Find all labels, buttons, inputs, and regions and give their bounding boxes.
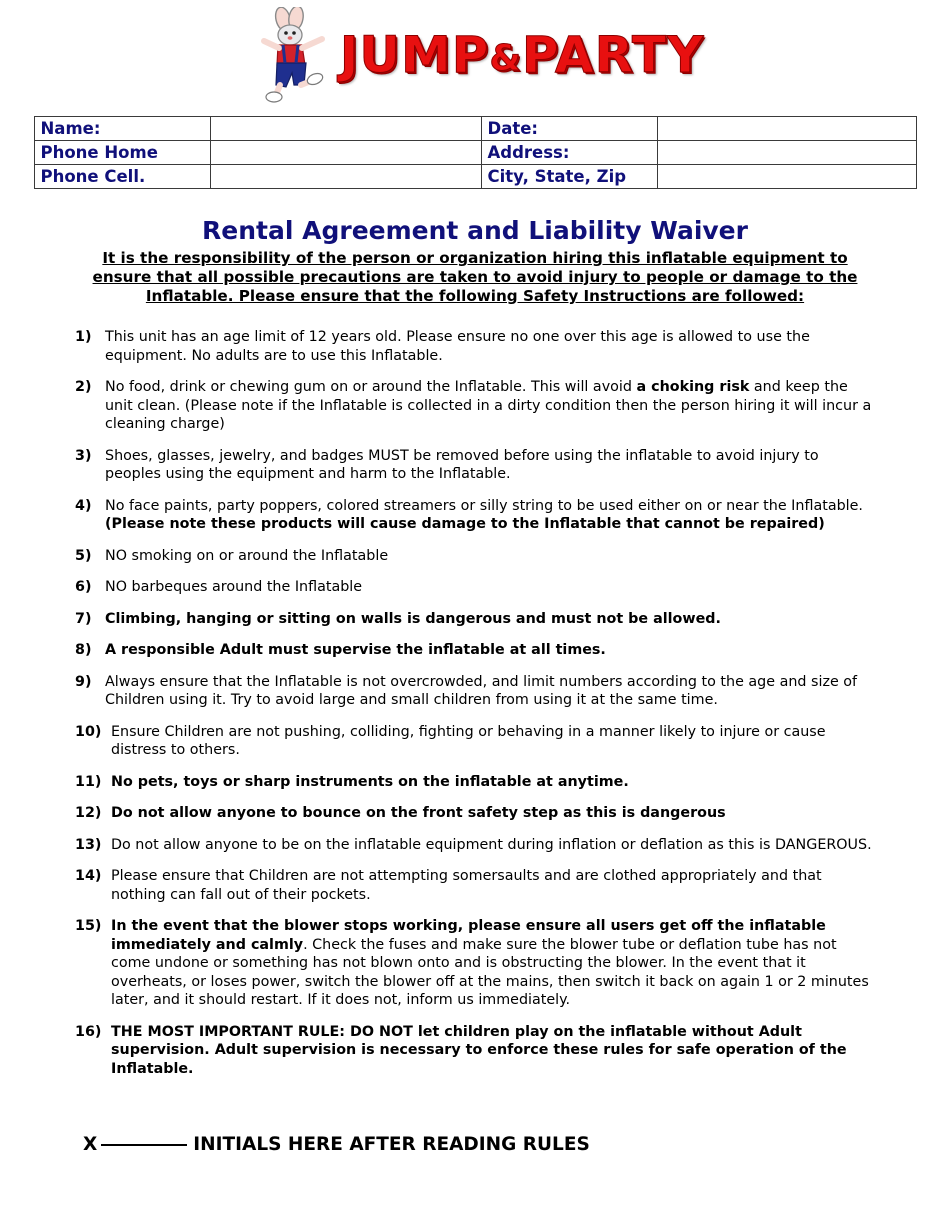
rule-number: 6) (75, 579, 92, 595)
label-phone-cell: Phone Cell. (34, 165, 210, 189)
brand-word-party: PARTY (521, 26, 705, 84)
rule-item-12 (75, 804, 875, 823)
rule-text-segment: NO smoking on or around the Inflatable (105, 547, 389, 564)
rule-text-segment: (Please note these products will cause damage to the Inflatable that cannot be repaired) (105, 516, 825, 532)
rule-item-9 (75, 673, 875, 710)
rule-text-segment: No food, drink or chewing gum on or around the Inflatable. This will avoid (105, 379, 637, 395)
rule-text-segment: This unit has an age limit of 12 years old. Please ensure no one over this age is allowed to use the equipment. No adults are to use this Inflatable. (105, 329, 810, 364)
rule-item-5 (75, 547, 875, 566)
rule-item-4 (75, 497, 875, 534)
rule-number: 8) (75, 642, 92, 658)
table-row (34, 141, 916, 165)
rule-text-segment: Do not allow anyone to bounce on the front safety step as this is dangerous (111, 805, 726, 821)
rule-number: 3) (75, 447, 92, 464)
rule-item-8 (75, 641, 875, 660)
rule-number: 5) (75, 547, 92, 564)
label-name: Name: (34, 117, 210, 141)
brand-wordmark (339, 26, 705, 84)
field-city-state-zip[interactable] (657, 165, 916, 189)
field-date[interactable] (657, 117, 916, 141)
rule-number: 7) (75, 610, 92, 627)
table-row (34, 165, 916, 189)
rule-number: 15) (75, 918, 102, 934)
rule-text-segment: Climbing, hanging or sitting on walls is dangerous and must not be allowed. (105, 610, 721, 627)
rule-item-3 (75, 447, 875, 484)
brand-ampersand: & (489, 38, 522, 79)
field-name[interactable] (210, 117, 481, 141)
rule-text-segment: Please ensure that Children are not attempting somersaults and are clothed appropriately and that nothing can fall out of their pockets. (111, 868, 822, 903)
company-logo (256, 7, 704, 103)
label-phone-home: Phone Home (34, 141, 210, 165)
subtitle-line-2: ensure that all possible precautions are taken to avoid injury to people or damage to the (92, 268, 858, 286)
rule-text-segment: and keep the unit clean. (Please note if the Inflatable is collected in a dirty condition then the person hiring it will incur a cleaning charge) (105, 379, 872, 432)
jumping-rabbit-mascot-icon (256, 7, 334, 103)
customer-info-table (34, 116, 917, 189)
rule-item-13 (75, 836, 875, 855)
rule-text-segment: In the event that the blower stops working, please ensure all users get off the inflatable immediately and calmly (111, 918, 826, 953)
rule-item-15 (75, 917, 875, 1010)
subtitle-line-3: Inflatable. Please ensure that the following Safety Instructions are followed: (145, 287, 805, 305)
rule-number: 9) (75, 673, 92, 690)
rule-item-2 (75, 378, 875, 434)
initials-signature-line (83, 1134, 590, 1155)
document-header (0, 0, 950, 110)
rule-item-1 (75, 328, 875, 365)
rule-text-segment: Do not allow anyone to be on the inflatable equipment during inflation or deflation as this is DANGEROUS. (111, 836, 872, 853)
rule-number: 12) (75, 805, 102, 821)
rule-text-segment: NO barbeques around the Inflatable (105, 579, 363, 595)
rule-item-6 (75, 578, 875, 597)
signature-x-mark: X (83, 1134, 98, 1155)
label-address: Address: (481, 141, 657, 165)
rule-text-segment: Ensure Children are not pushing, colliding, fighting or behaving in a manner likely to injure or cause distress to others. (111, 723, 826, 758)
rule-text-segment: . Check the fuses and make sure the blower tube or deflation tube has not come undone or something has not blown onto and is obstructing the blower. In the event that it overheats, or loses power, switch the blower off at the mains, then switch it back on again 1 or 2 minutes later, and it should restart. If it does not, inform us immediately. (111, 936, 869, 1008)
document-subtitle (75, 249, 875, 306)
rule-item-10 (75, 723, 875, 760)
safety-rules-list (75, 328, 875, 1078)
brand-word-jump: JUMP (339, 26, 490, 84)
rule-number: 16) (75, 1023, 102, 1040)
rule-item-14 (75, 867, 875, 904)
rule-text-segment: No face paints, party poppers, colored streamers or silly string to be used either on or near the Inflatable. (105, 497, 863, 514)
rule-number: 11) (75, 773, 102, 790)
rule-text-segment: Shoes, glasses, jewelry, and badges MUST be removed before using the inflatable to avoid injury to peoples using the equipment and harm to the Inflatable. (105, 447, 819, 482)
rule-number: 14) (75, 868, 102, 884)
rule-number: 4) (75, 497, 92, 514)
field-address[interactable] (657, 141, 916, 165)
rule-text-segment: No pets, toys or sharp instruments on the inflatable at anytime. (111, 773, 629, 790)
table-row (34, 117, 916, 141)
customer-info-table-body (34, 117, 916, 189)
label-date: Date: (481, 117, 657, 141)
subtitle-line-1: It is the responsibility of the person or organization hiring this inflatable equipment to (102, 249, 848, 267)
rule-item-16 (75, 1023, 875, 1079)
label-city-state-zip: City, State, Zip (481, 165, 657, 189)
signature-blank-line[interactable] (101, 1144, 187, 1146)
rule-text-segment: A responsible Adult must supervise the inflatable at all times. (105, 642, 606, 658)
initials-instruction-text: INITIALS HERE AFTER READING RULES (193, 1134, 590, 1155)
field-phone-cell[interactable] (210, 165, 481, 189)
rule-text-segment: a choking risk (636, 379, 750, 395)
rule-item-11 (75, 773, 875, 792)
rule-number: 2) (75, 379, 92, 395)
field-phone-home[interactable] (210, 141, 481, 165)
rule-number: 13) (75, 836, 102, 853)
page-title: Rental Agreement and Liability Waiver (202, 216, 748, 245)
rule-number: 1) (75, 329, 92, 345)
rule-number: 10) (75, 723, 102, 740)
rule-text-segment: Always ensure that the Inflatable is not overcrowded, and limit numbers according to the age and size of Children using it. Try to avoid large and small children from using it at the same time. (105, 673, 858, 708)
rule-text-segment: THE MOST IMPORTANT RULE: DO NOT let children play on the inflatable without Adult supervision. Adult supervision is necessary to enforce these rules for safe operation of the Inflatable. (111, 1023, 847, 1077)
rule-item-7 (75, 610, 875, 629)
